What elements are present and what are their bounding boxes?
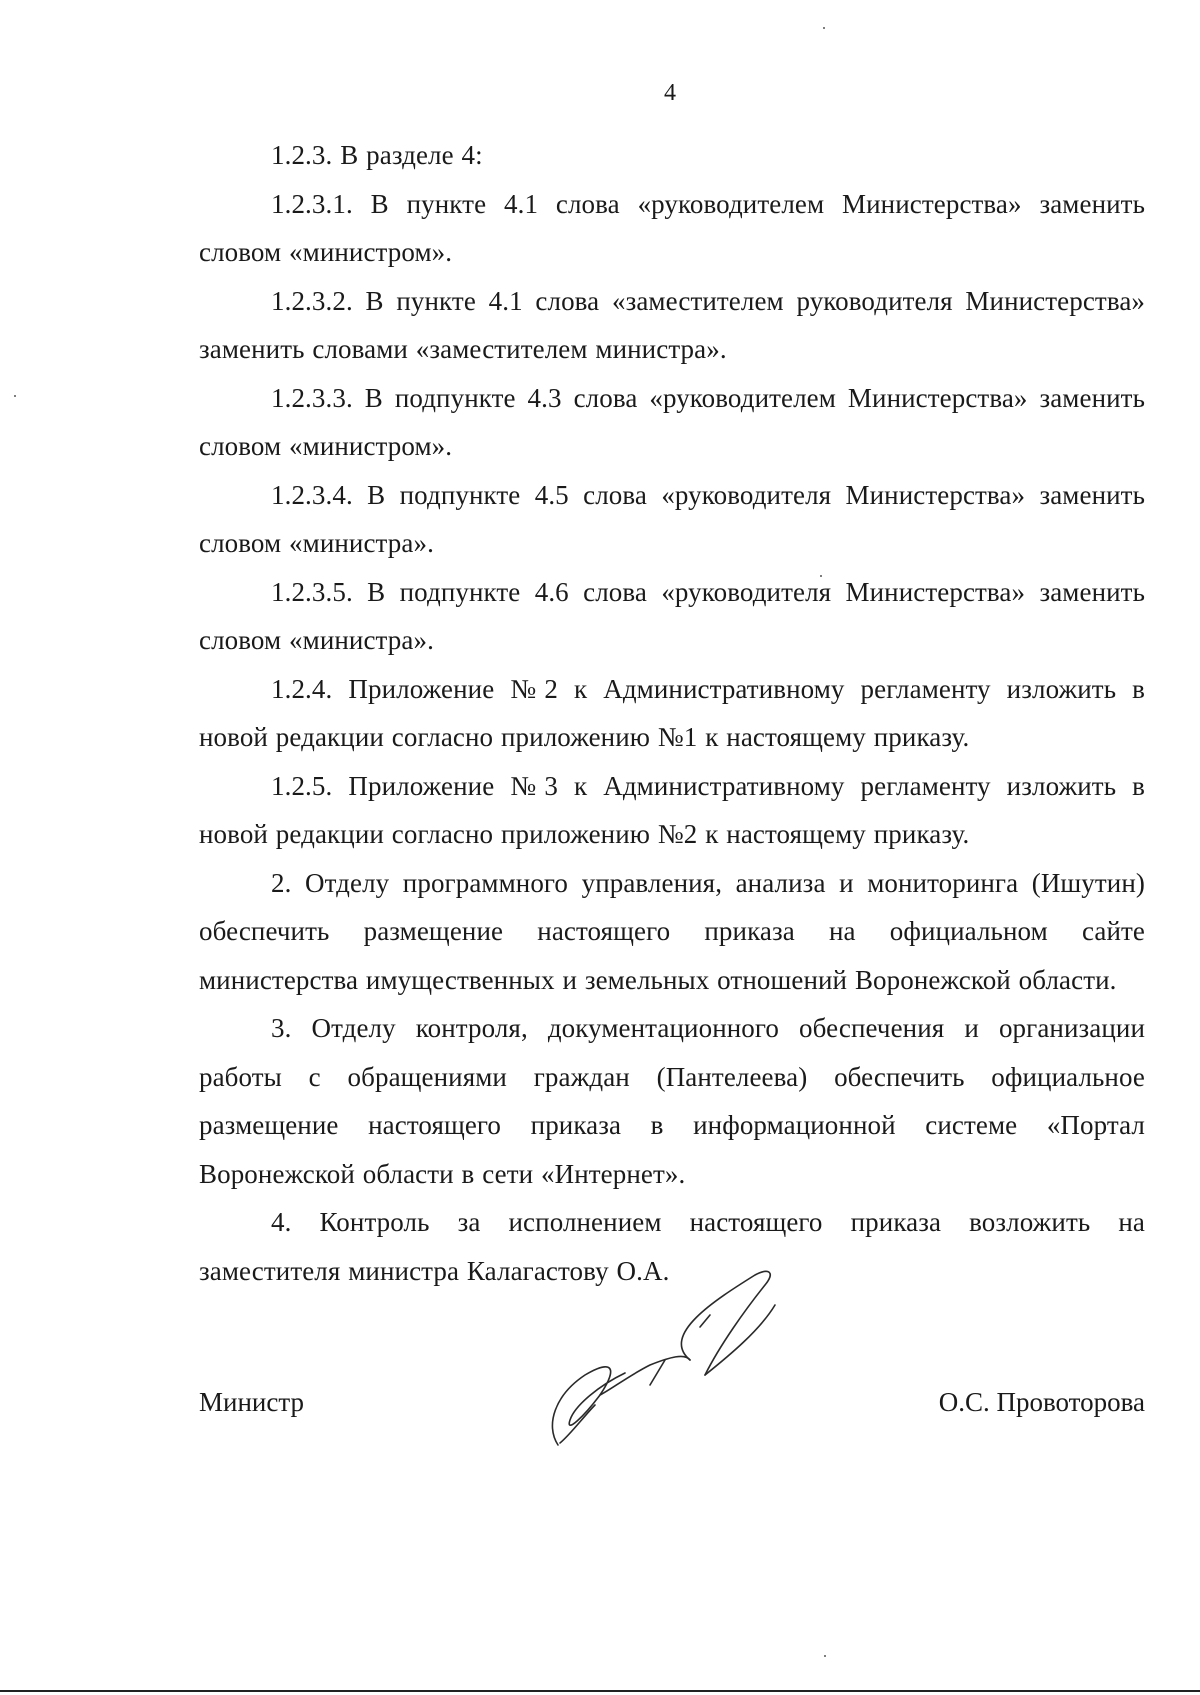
paragraph-1-2-3-1: 1.2.3.1. В пункте 4.1 слова «руководителем Министерства» заменить словом «министром». xyxy=(199,188,1145,267)
paragraph-1-2-5: 1.2.5. Приложение №3 к Административному регламенту изложить в новой редакции согласно приложению №2 к настоящему приказу. xyxy=(199,770,1145,849)
signature-block xyxy=(199,1387,1145,1427)
paragraph-1-2-3-3: 1.2.3.3. В подпункте 4.3 слова «руководителем Министерства» заменить словом «министром». xyxy=(199,382,1145,461)
page-number: 4 xyxy=(664,80,676,106)
paragraph-3: 3. Отделу контроля, документационного обеспечения и организации работы с обращениями граждан (Пантелеева) обеспечить официальное размещение настоящего приказа в информационной системе «Портал Воронежской области в сети «Интернет». xyxy=(199,1013,1145,1189)
signatory-name: О.С. Провоторова xyxy=(938,1387,1145,1417)
document-body xyxy=(199,131,1145,1295)
scan-speck xyxy=(14,395,16,397)
scan-speck xyxy=(820,575,822,577)
scan-speck xyxy=(823,27,825,29)
paragraph-1-2-4: 1.2.4. Приложение №2 к Административному регламенту изложить в новой редакции согласно приложению №1 к настоящему приказу. xyxy=(199,673,1145,752)
paragraph-2: 2. Отделу программного управления, анализа и мониторинга (Ишутин) обеспечить размещение настоящего приказа на официальном сайте министерства имущественных и земельных отношений Воронежской области. xyxy=(199,867,1145,995)
paragraph-1-2-3-2: 1.2.3.2. В пункте 4.1 слова «заместителем руководителя Министерства» заменить словами «заместителем министра». xyxy=(199,285,1145,364)
paragraph-1-2-3-4: 1.2.3.4. В подпункте 4.5 слова «руководителя Министерства» заменить словом «министра». xyxy=(199,479,1145,558)
paragraph-section-4-heading: 1.2.3. В разделе 4: xyxy=(271,140,483,170)
paragraph-1-2-3-5: 1.2.3.5. В подпункте 4.6 слова «руководителя Министерства» заменить словом «министра». xyxy=(199,576,1145,655)
handwritten-signature xyxy=(540,1265,820,1465)
paragraph-4: 4. Контроль за исполнением настоящего приказа возложить на заместителя министра Калагастову О.А. xyxy=(199,1207,1145,1286)
signatory-title: Министр xyxy=(199,1387,304,1417)
page-bottom-edge xyxy=(0,1690,1200,1692)
scan-speck xyxy=(824,1655,826,1657)
